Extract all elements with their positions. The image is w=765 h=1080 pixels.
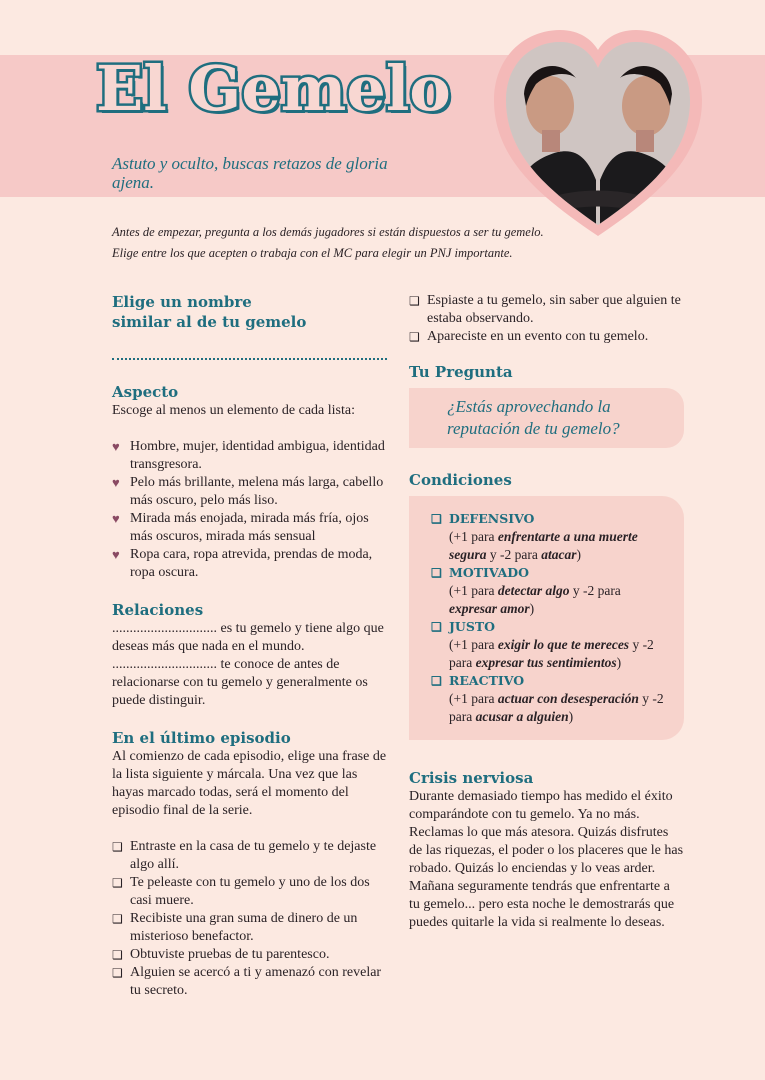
list-item[interactable]: ❑ Apareciste en un evento con tu gemelo. — [409, 329, 649, 344]
list-item[interactable]: ❑ Entraste en la casa de tu gemelo y te dejaste algo allí. — [112, 839, 377, 872]
name-heading: Elige un nombre similar al de tu gemelo — [112, 293, 307, 331]
checkbox-icon[interactable]: ❑ — [409, 294, 420, 308]
left-column — [112, 292, 387, 1000]
heart-icon: ♥ — [112, 475, 120, 490]
list-item[interactable]: ❑ Te peleaste con tu gemelo y uno de los dos casi muere. — [112, 875, 370, 908]
list-item: ♥ Pelo más brillante, melena más larga, cabello más oscuro, pelo más liso. — [112, 475, 384, 508]
heart-icon: ♥ — [112, 511, 120, 526]
list-item[interactable]: ❑ Recibiste una gran suma de dinero de un misterioso benefactor. — [112, 911, 358, 944]
episodio-heading: En el último episodio — [112, 729, 291, 747]
relaciones-section — [112, 600, 387, 710]
episodio-list — [112, 838, 387, 1000]
checkbox-icon[interactable]: ❑ — [112, 966, 123, 980]
aspecto-heading: Aspecto — [112, 383, 179, 401]
pregunta-section — [409, 362, 684, 448]
episodio-list-continued — [409, 292, 684, 346]
list-item: ♥ Ropa cara, ropa atrevida, prendas de moda, ropa oscura. — [112, 547, 373, 580]
episodio-text: Al comienzo de cada episodio, elige una frase de la lista siguiente y márcala. Una vez que las hayas marcado todas, será el momento del episodio final de la serie. — [112, 749, 387, 818]
twins-portrait-heart — [488, 20, 708, 238]
condition-item: ❑ DEFENSIVO (+1 para enfrentarte a una muerte segura y -2 para atacar) — [431, 511, 638, 562]
checkbox-icon[interactable]: ❑ — [431, 620, 442, 634]
checkbox-icon[interactable]: ❑ — [112, 876, 123, 890]
checkbox-icon[interactable]: ❑ — [431, 566, 442, 580]
list-item[interactable]: ❑ Espiaste a tu gemelo, sin saber que alguien te estaba observando. — [409, 293, 681, 326]
checkbox-icon[interactable]: ❑ — [112, 840, 123, 854]
aspecto-instruction: Escoge al menos un elemento de cada lista: — [112, 403, 355, 418]
condition-item: ❑ MOTIVADO (+1 para detectar algo y -2 para expresar amor) — [431, 565, 621, 616]
list-item[interactable]: ❑ Obtuviste pruebas de tu parentesco. — [112, 947, 330, 962]
crisis-text: Durante demasiado tiempo has medido el éxito comparándote con tu gemelo. Ya no más. Reclamas lo que más atesora. Quizás disfrutes de las riquezas, el poder o los placeres que le has robado. Quizás lo enciendas y lo veas arder. Mañana seguramente tendrás que enfrentarte a tu gemelo... pero esta noche le demostrarás que puedes quitarle la vida si realmente lo deseas. — [409, 789, 684, 930]
relaciones-line-1: .............................. es tu gemelo y tiene algo que deseas más que nada en el mundo. — [112, 621, 384, 654]
condiciones-box — [409, 496, 684, 740]
crisis-section — [409, 768, 684, 932]
episodio-section — [112, 728, 387, 1000]
tagline: Astuto y oculto, buscas retazos de gloria ajena. — [112, 154, 388, 192]
checkbox-icon[interactable]: ❑ — [431, 512, 442, 526]
list-item: ♥ Hombre, mujer, identidad ambigua, identidad transgresora. — [112, 439, 385, 472]
condiciones-heading: Condiciones — [409, 471, 512, 489]
name-write-line[interactable] — [112, 358, 387, 360]
heart-icon: ♥ — [112, 439, 120, 454]
heart-icon: ♥ — [112, 547, 120, 562]
list-item[interactable]: ❑ Alguien se acercó a ti y amenazó con revelar tu secreto. — [112, 965, 382, 998]
pregunta-heading: Tu Pregunta — [409, 363, 513, 381]
right-column — [409, 292, 684, 932]
relaciones-line-2: .............................. te conoce de antes de relacionarse con tu gemelo y generalmente os puede distinguir. — [112, 657, 368, 708]
relaciones-heading: Relaciones — [112, 601, 204, 619]
checkbox-icon[interactable]: ❑ — [409, 330, 420, 344]
condition-item: ❑ JUSTO (+1 para exigir lo que te mereces y -2 para expresar tus sentimientos) — [431, 619, 654, 670]
pregunta-box: ¿Estás aprovechando la reputación de tu gemelo? — [409, 388, 684, 448]
list-item: ♥ Mirada más enojada, mirada más fría, ojos más oscuros, mirada más sensual — [112, 511, 369, 544]
checkbox-icon[interactable]: ❑ — [112, 912, 123, 926]
crisis-heading: Crisis nerviosa — [409, 769, 534, 787]
intro-text: Antes de empezar, pregunta a los demás jugadores si están dispuestos a ser tu gemelo. Elige entre los que acepten o trabaja con el MC para elegir un PNJ importante. — [112, 225, 544, 260]
condiciones-section — [409, 470, 684, 740]
page-title: El Gemelo — [96, 52, 451, 125]
checkbox-icon[interactable]: ❑ — [112, 948, 123, 962]
checkbox-icon[interactable]: ❑ — [431, 674, 442, 688]
condition-item: ❑ REACTIVO (+1 para actuar con desesperación y -2 para acusar a alguien) — [431, 673, 664, 724]
aspecto-list — [112, 438, 387, 582]
